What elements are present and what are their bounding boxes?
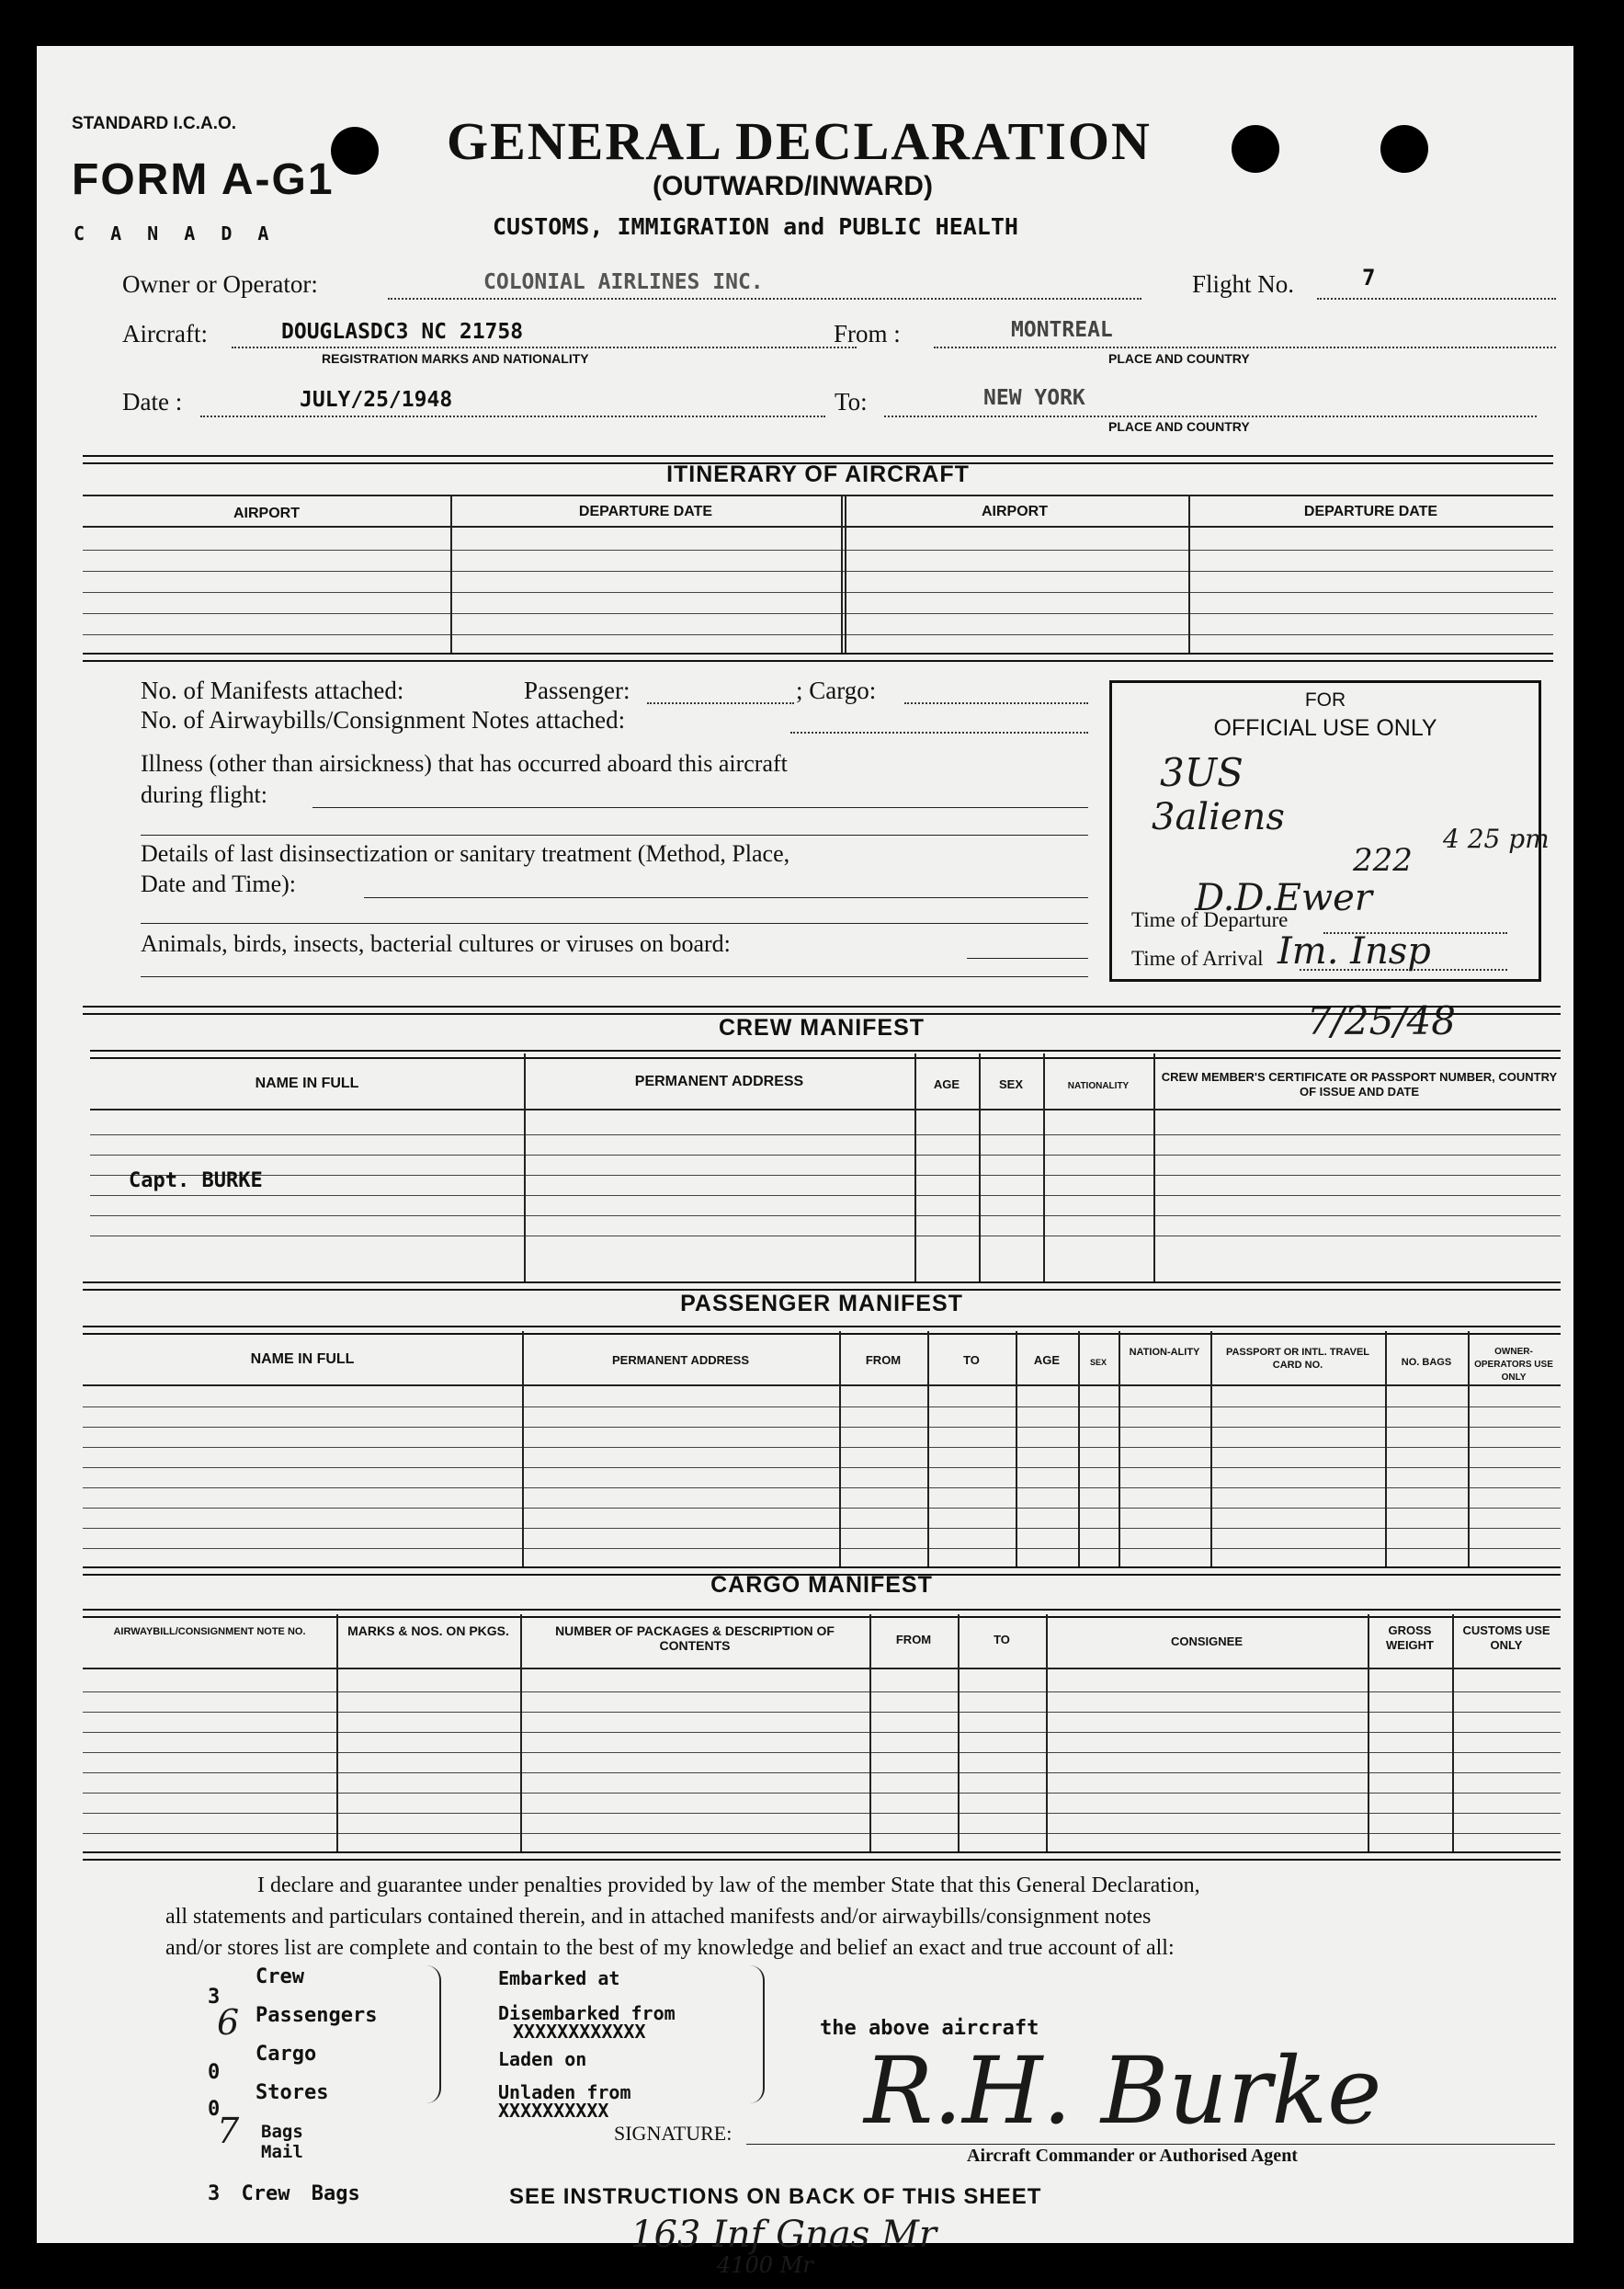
- illness-label: Illness (other than airsickness) that has occurred aboard this aircraft: [141, 750, 788, 777]
- disinsect-label-2: Date and Time):: [141, 871, 296, 897]
- direction-label: (OUTWARD/INWARD): [653, 171, 933, 201]
- signer-title: Aircraft Commander or Authorised Agent: [967, 2146, 1298, 2166]
- action-unladen: Unladen from: [498, 2081, 631, 2103]
- crew-col-nationality: NATIONALITY: [1067, 1081, 1130, 1091]
- official-note-signature: D.D.Ewer: [1195, 877, 1372, 919]
- footnote-handwritten: 163 Inf Gnas Mr: [630, 2214, 937, 2256]
- footnote-handwritten-2: 4100 Mr: [717, 2252, 813, 2278]
- cargo-col-customs: CUSTOMS USE ONLY: [1462, 1623, 1550, 1652]
- customs-subtitle: CUSTOMS, IMMIGRATION and PUBLIC HEALTH: [493, 213, 1018, 240]
- cargo-manifest-title: CARGO MANIFEST: [710, 1572, 933, 1598]
- brace-right: [750, 1965, 765, 2103]
- animals-label: Animals, birds, insects, bacterial cultures or viruses on board:: [141, 930, 731, 957]
- from-value: MONTREAL: [1011, 318, 1113, 342]
- cargo-col-gross-weight: GROSS WEIGHT: [1386, 1623, 1434, 1652]
- owner-label: Owner or Operator:: [122, 270, 318, 298]
- action-unladen-strike: XXXXXXXXXX: [498, 2100, 609, 2122]
- arrival-time-label: Time of Arrival: [1131, 947, 1264, 970]
- standard-label: STANDARD I.C.A.O.: [72, 114, 237, 133]
- date-value: JULY/25/1948: [300, 388, 453, 412]
- declaration-line-3: and/or stores list are complete and contain to the best of my knowledge and belief an exact and true account of all:: [165, 1936, 1175, 1960]
- crew-col-age: AGE: [933, 1077, 960, 1091]
- official-note-us: 3US: [1160, 750, 1244, 795]
- itinerary-col-departure: DEPARTURE DATE: [1303, 504, 1438, 519]
- itinerary-col-departure: DEPARTURE DATE: [578, 504, 713, 519]
- cargo-col-packages: NUMBER OF PACKAGES & DESCRIPTION OF CONTENTS: [555, 1623, 835, 1653]
- to-label: To:: [835, 388, 868, 416]
- declare-crew-bags: 3 Crew Bags: [208, 2182, 360, 2205]
- manifests-label: No. of Manifests attached:: [141, 677, 404, 704]
- itinerary-col-airport: AIRPORT: [233, 506, 300, 521]
- from-label: From :: [834, 320, 901, 347]
- declare-crew: Crew: [256, 1965, 304, 1988]
- official-note-222: 222: [1353, 842, 1413, 879]
- country-label: C A N A D A: [74, 222, 277, 245]
- brace-left: [426, 1965, 441, 2103]
- passenger-col-address: PERMANENT ADDRESS: [611, 1353, 750, 1367]
- crew-col-certificate: CREW MEMBER'S CERTIFICATE OR PASSPORT NUMBER, COUNTRY OF ISSUE AND DATE: [1161, 1070, 1558, 1099]
- official-note-date: 7/25/48: [1307, 998, 1456, 1043]
- cargo-col-airwaybill: AIRWAYBILL/CONSIGNMENT NOTE NO.: [113, 1626, 306, 1637]
- declare-bags: Bags: [261, 2122, 303, 2142]
- passenger-col-from: FROM: [865, 1353, 902, 1367]
- action-disembarked: Disembarked from: [498, 2002, 676, 2024]
- crew-col-address: PERMANENT ADDRESS: [634, 1074, 804, 1089]
- action-embarked: Embarked at: [498, 1967, 620, 1989]
- itinerary-col-airport: AIRPORT: [982, 504, 1048, 519]
- disinsect-label: Details of last disinsectization or sanitary treatment (Method, Place,: [141, 840, 790, 867]
- count-crew: 3: [208, 1986, 221, 2009]
- crew-col-sex: SEX: [998, 1077, 1023, 1091]
- cargo-col-consignee: CONSIGNEE: [1170, 1634, 1243, 1648]
- count-bags: 7: [217, 2111, 240, 2151]
- declare-cargo: Cargo: [256, 2043, 317, 2066]
- owner-value: COLONIAL AIRLINES INC.: [483, 270, 764, 294]
- itinerary-title: ITINERARY OF AIRCRAFT: [666, 461, 970, 487]
- count-cargo: 0: [208, 2061, 221, 2084]
- declaration-line-1: I declare and guarantee under penalties provided by law of the member State that this General Declaration,: [257, 1873, 1200, 1897]
- crew-col-name: NAME IN FULL: [255, 1076, 359, 1091]
- illness-label-2: during flight:: [141, 781, 267, 808]
- passenger-col-to: TO: [963, 1353, 980, 1367]
- passenger-manifest-title: PASSENGER MANIFEST: [680, 1291, 963, 1316]
- count-passengers: 6: [217, 2002, 240, 2043]
- official-for-label: FOR: [1304, 689, 1346, 711]
- passenger-col-bags: NO. BAGS: [1401, 1357, 1452, 1368]
- cargo-col-to: TO: [994, 1633, 1010, 1646]
- instructions-note: SEE INSTRUCTIONS ON BACK OF THIS SHEET: [509, 2184, 1042, 2209]
- passenger-col-name: NAME IN FULL: [250, 1351, 355, 1367]
- to-value: NEW YORK: [983, 386, 1085, 410]
- official-use-label: OFFICIAL USE ONLY: [1213, 715, 1437, 741]
- flight-value: 7: [1362, 265, 1376, 290]
- crew-manifest-title: CREW MANIFEST: [718, 1015, 926, 1041]
- from-sublabel: PLACE AND COUNTRY: [1108, 351, 1250, 366]
- signature: R.H. Burke: [864, 2037, 1382, 2145]
- date-label: Date :: [122, 388, 183, 416]
- airwaybills-label: No. of Airwaybills/Consignment Notes attached:: [141, 706, 626, 734]
- passenger-col-nationality: NATION-ALITY: [1129, 1347, 1200, 1358]
- aircraft-value: DOUGLASDC3 NC 21758: [281, 320, 524, 344]
- departure-time-label: Time of Departure: [1131, 908, 1289, 931]
- crew-row-name: Capt. BURKE: [129, 1169, 263, 1192]
- cargo-col-marks: MARKS & NOS. ON PKGS.: [347, 1623, 509, 1638]
- declare-stores: Stores: [256, 2081, 329, 2104]
- passenger-col-sex: SEX: [1089, 1358, 1107, 1367]
- aircraft-text: the above aircraft: [820, 2017, 1039, 2040]
- action-laden: Laden on: [498, 2048, 587, 2070]
- declare-mail: Mail: [261, 2142, 303, 2162]
- action-disembarked-strike: XXXXXXXXXXXX: [513, 2021, 646, 2043]
- flight-label: Flight No.: [1192, 270, 1295, 298]
- passenger-col-passport: PASSPORT OR INTL. TRAVEL CARD NO.: [1225, 1347, 1370, 1371]
- to-sublabel: PLACE AND COUNTRY: [1108, 419, 1250, 434]
- punch-hole: [331, 127, 379, 175]
- count-stores: 0: [208, 2098, 221, 2121]
- passenger-col-owner-use: OWNER-OPERATORS USE ONLY: [1474, 1347, 1553, 1383]
- declare-passengers: Passengers: [256, 2004, 378, 2027]
- official-note-time: 4 25 pm: [1443, 824, 1550, 854]
- page-title: GENERAL DECLARATION: [447, 111, 1152, 171]
- punch-hole: [1380, 125, 1428, 173]
- cargo-col-from: FROM: [895, 1633, 932, 1646]
- passenger-col-age: AGE: [1033, 1353, 1061, 1367]
- aircraft-sublabel: REGISTRATION MARKS AND NATIONALITY: [322, 351, 589, 366]
- official-note-aliens: 3aliens: [1152, 796, 1285, 838]
- form-sheet: [37, 46, 1573, 2278]
- passenger-count-label: Passenger:: [524, 677, 630, 704]
- declaration-line-2: all statements and particulars contained therein, and in attached manifests and/or airwaybills/consignment notes: [165, 1905, 1152, 1929]
- official-note-inspector: Im. Insp: [1278, 930, 1431, 973]
- punch-hole: [1232, 125, 1279, 173]
- aircraft-label: Aircraft:: [122, 320, 208, 347]
- cargo-count-label: ; Cargo:: [796, 677, 877, 704]
- signature-label: SIGNATURE:: [614, 2122, 733, 2145]
- form-number: FORM A-G1: [72, 155, 335, 204]
